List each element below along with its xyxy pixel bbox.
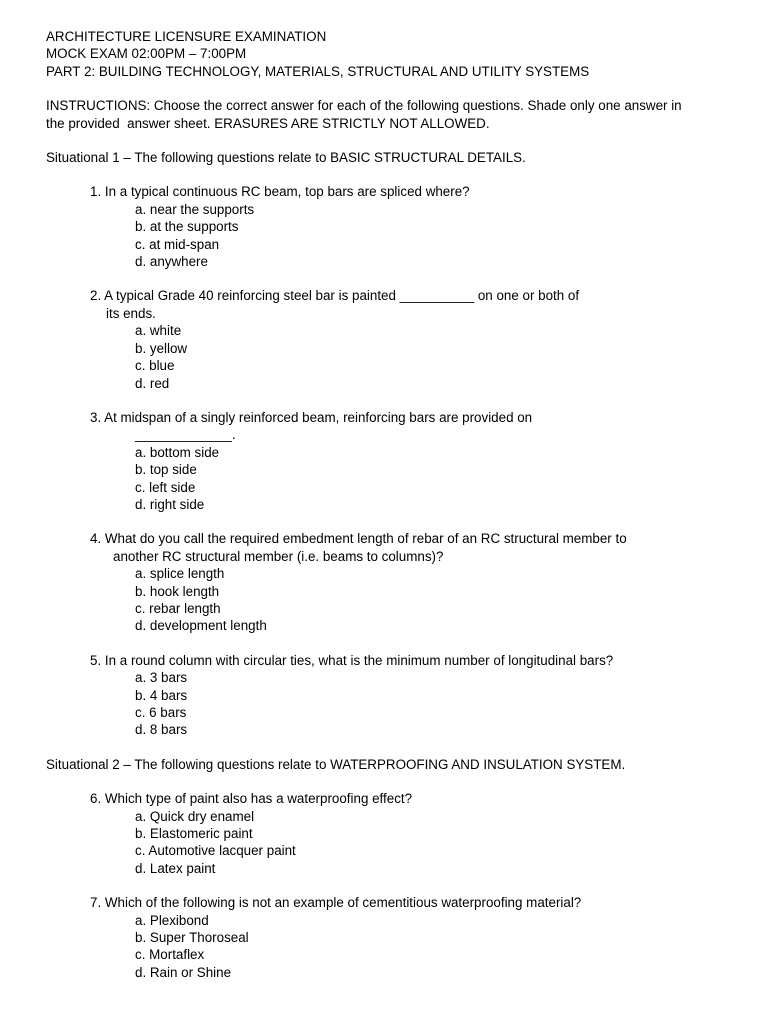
option-b: b. Super Thoroseal (135, 930, 249, 946)
answer-options (135, 565, 736, 635)
instructions (46, 97, 716, 132)
situational-1-heading: Situational 1 – The following questions relate to BASIC STRUCTURAL DETAILS. (46, 150, 526, 166)
option-a: a. Plexibond (135, 912, 209, 928)
question-stem: 2. A typical Grade 40 reinforcing steel bar is painted __________ on one or both of (90, 288, 580, 304)
question-5 (90, 652, 736, 739)
exam-header (46, 28, 736, 80)
option-a: a. near the supports (135, 201, 255, 217)
question-stem: 4. What do you call the required embedment length of rebar of an RC structural member to (90, 531, 627, 547)
exam-part: PART 2: BUILDING TECHNOLOGY, MATERIALS, STRUCTURAL AND UTILITY SYSTEMS (46, 63, 590, 79)
option-c: c. 6 bars (135, 705, 187, 720)
option-b: b. hook length (135, 583, 220, 599)
option-d: d. Latex paint (135, 860, 216, 876)
question-stem-continued: its ends. (106, 305, 156, 321)
option-b: b. Elastomeric paint (135, 826, 253, 842)
question-stem: 3. At midspan of a singly reinforced beam, reinforcing bars are provided on (90, 409, 533, 425)
question-4 (90, 530, 736, 634)
answer-options (135, 912, 736, 982)
option-d: d. Rain or Shine (135, 964, 232, 980)
option-d: d. anywhere (135, 254, 208, 270)
question-stem: 6. Which type of paint also has a waterproofing effect? (90, 791, 413, 807)
answer-options (135, 322, 736, 392)
question-3 (90, 409, 736, 513)
answer-options (135, 444, 736, 514)
instructions-line-2: the provided answer sheet. ERASURES ARE STRICTLY NOT ALLOWED. (46, 115, 490, 131)
option-c: c. blue (135, 358, 175, 374)
option-a: a. splice length (135, 566, 225, 582)
situational-2-heading: Situational 2 – The following questions relate to WATERPROOFING AND INSULATION SYSTEM. (46, 756, 626, 772)
question-1 (90, 183, 736, 270)
option-a: a. white (135, 323, 182, 339)
instructions-line-1: INSTRUCTIONS: Choose the correct answer for each of the following questions. Shade only one answer in (46, 98, 682, 114)
question-stem: 1. In a typical continuous RC beam, top bars are spliced where? (90, 184, 470, 200)
exam-schedule: MOCK EXAM 02:00PM – 7:00PM (46, 46, 247, 62)
option-d: d. right side (135, 496, 205, 512)
question-stem: 7. Which of the following is not an example of cementitious waterproofing material? (90, 895, 582, 911)
option-b: b. 4 bars (135, 687, 188, 703)
option-b: b. top side (135, 462, 197, 478)
question-6 (90, 790, 736, 877)
question-stem: 5. In a round column with circular ties, what is the minimum number of longitudinal bars? (90, 652, 614, 668)
question-2 (90, 287, 736, 391)
option-c: c. left side (135, 479, 196, 495)
option-d: d. development length (135, 618, 267, 634)
option-c: c. rebar length (135, 600, 221, 616)
option-b: b. at the supports (135, 219, 239, 235)
option-a: a. bottom side (135, 444, 220, 460)
option-c: c. Automotive lacquer paint (135, 843, 296, 859)
option-c: c. Mortaflex (135, 947, 205, 963)
option-d: d. red (135, 375, 170, 391)
option-d: d. 8 bars (135, 722, 188, 738)
answer-blank: _____________. (135, 427, 236, 443)
option-c: c. at mid-span (135, 236, 220, 252)
option-a: a. Quick dry enamel (135, 808, 255, 824)
answer-options (135, 808, 736, 878)
question-7 (90, 894, 736, 981)
option-b: b. yellow (135, 340, 188, 356)
answer-options (135, 669, 736, 739)
answer-options (135, 201, 736, 271)
exam-title: ARCHITECTURE LICENSURE EXAMINATION (46, 29, 327, 44)
exam-page (46, 28, 736, 998)
option-a: a. 3 bars (135, 670, 188, 686)
question-stem-continued: another RC structural member (i.e. beams to columns)? (113, 548, 444, 564)
